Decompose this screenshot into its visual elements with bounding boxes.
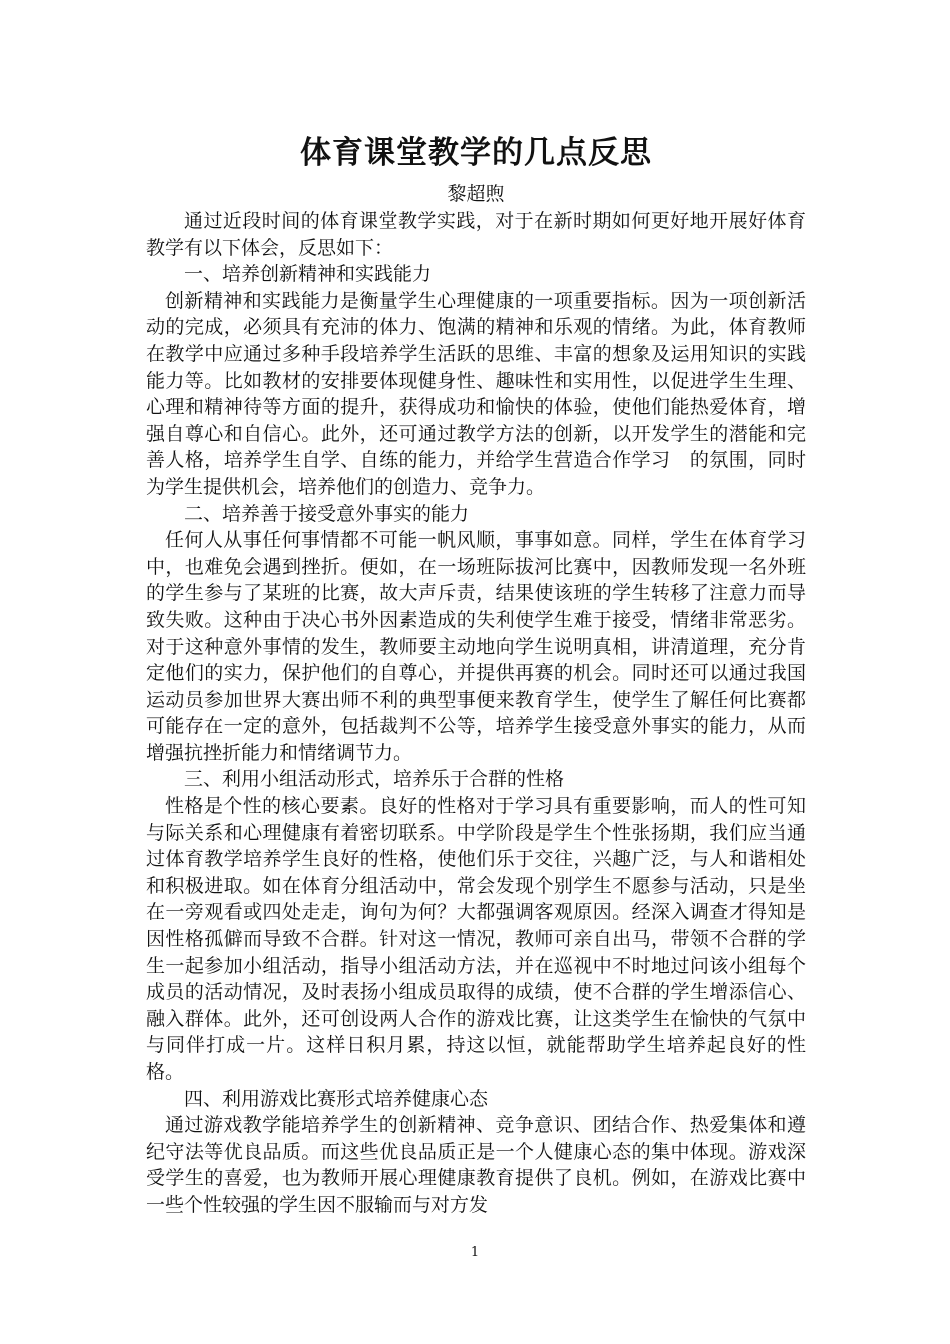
document-title: 体育课堂教学的几点反思 [300,135,652,171]
section-4-heading: 四、利用游戏比赛形式培养健康心态 [184,1087,489,1110]
document-author: 黎超煦 [447,183,505,205]
section-3-heading: 三、利用小组活动形式，培养乐于合群的性格 [184,768,565,791]
section-3-body: 性格是个性的核心要素。良好的性格对于学习具有重要影响，而人的性可知与际关系和心理健康有着密切联系。中学阶段是学生个性张扬期，我们应当通过体育教学培养学生良好的性格，使他们乐于交往，兴趣广泛，与人和谐相处和积极进取。如在体育分组活动中，常会发现个别学生不愿参与活动，只是坐在一旁观看或四处走走，询句为何？大都强调客观原因。经深入调查才得知是因性格孤僻而导致不合群。针对这一情况，教师可亲自出马，带领不合群的学生一起参加小组活动，指导小组活动方法，并在巡视中不时地过问该小组每个成员的活动情况，及时表扬小组成员取得的成绩，使不合群的学生增添信心、融入群体。此外，还可创设两人合作的游戏比赛，让这类学生在愉快的气氛中与同伴打成一片。这样日积月累，持这以恒，就能帮助学生培养起良好的性格。 [146,795,806,1083]
section-1-heading: 一、培养创新精神和实践能力 [184,263,432,286]
section-2-heading: 二、培养善于接受意外事实的能力 [184,502,470,525]
section-4-body: 通过游戏教学能培养学生的创新精神、竞争意识、团结合作、热爱集体和遵纪守法等优良品质。而这些优良品质正是一个人健康心态的集中体现。游戏深受学生的喜爱，也为教师开展心理健康教育提供了良机。例如，在游戏比赛中一些个性较强的学生因不服输而与对方发 [146,1114,806,1216]
section-1-body: 创新精神和实践能力是衡量学生心理健康的一项重要指标。因为一项创新活动的完成，必须具有充沛的体力、饱满的精神和乐观的情绪。为此，体育教师在教学中应通过多种手段培养学生活跃的思维、丰富的想象及运用知识的实践能力等。比如教材的安排要体现健身性、趣味性和实用性，以促进学生生理、心理和精神待等方面的提升，获得成功和愉快的体验，使他们能热爱体育，增强自尊心和自信心。此外，还可通过教学方法的创新，以开发学生的潜能和完善人格，培养学生自学、自练的能力，并给学生营造合作学习 的氛围，同时为学生提供机会，培养他们的创造力、竞争力。 [146,289,806,498]
section-2-body: 任何人从事任何事情都不可能一帆风顺，事事如意。同样，学生在体育学习中，也难免会遇到挫折。便如，在一场班际拔河比赛中，因教师发现一名外班的学生参与了某班的比赛，故大声斥责，结果使该班的学生转移了注意力而导致失败。这种由于决心书外因素造成的失利使学生难于接受，情绪非常恶劣。对于这种意外事情的发生，教师要主动地向学生说明真相，讲清道理，充分肯定他们的实力，保护他们的自尊心，并提供再赛的机会。同时还可以通过我国运动员参加世界大赛出师不利的典型事便来教育学生，使学生了解任何比赛都可能存在一定的意外，包括裁判不公等，培养学生接受意外事实的能力，从而增强抗挫折能力和情绪调节力。 [146,529,806,764]
intro-paragraph: 通过近段时间的体育课堂教学实践，对于在新时期如何更好地开展好体育教学有以下体会，反思如下： [146,210,806,259]
page-number: 1 [470,1245,480,1260]
document-content [146,126,806,1219]
